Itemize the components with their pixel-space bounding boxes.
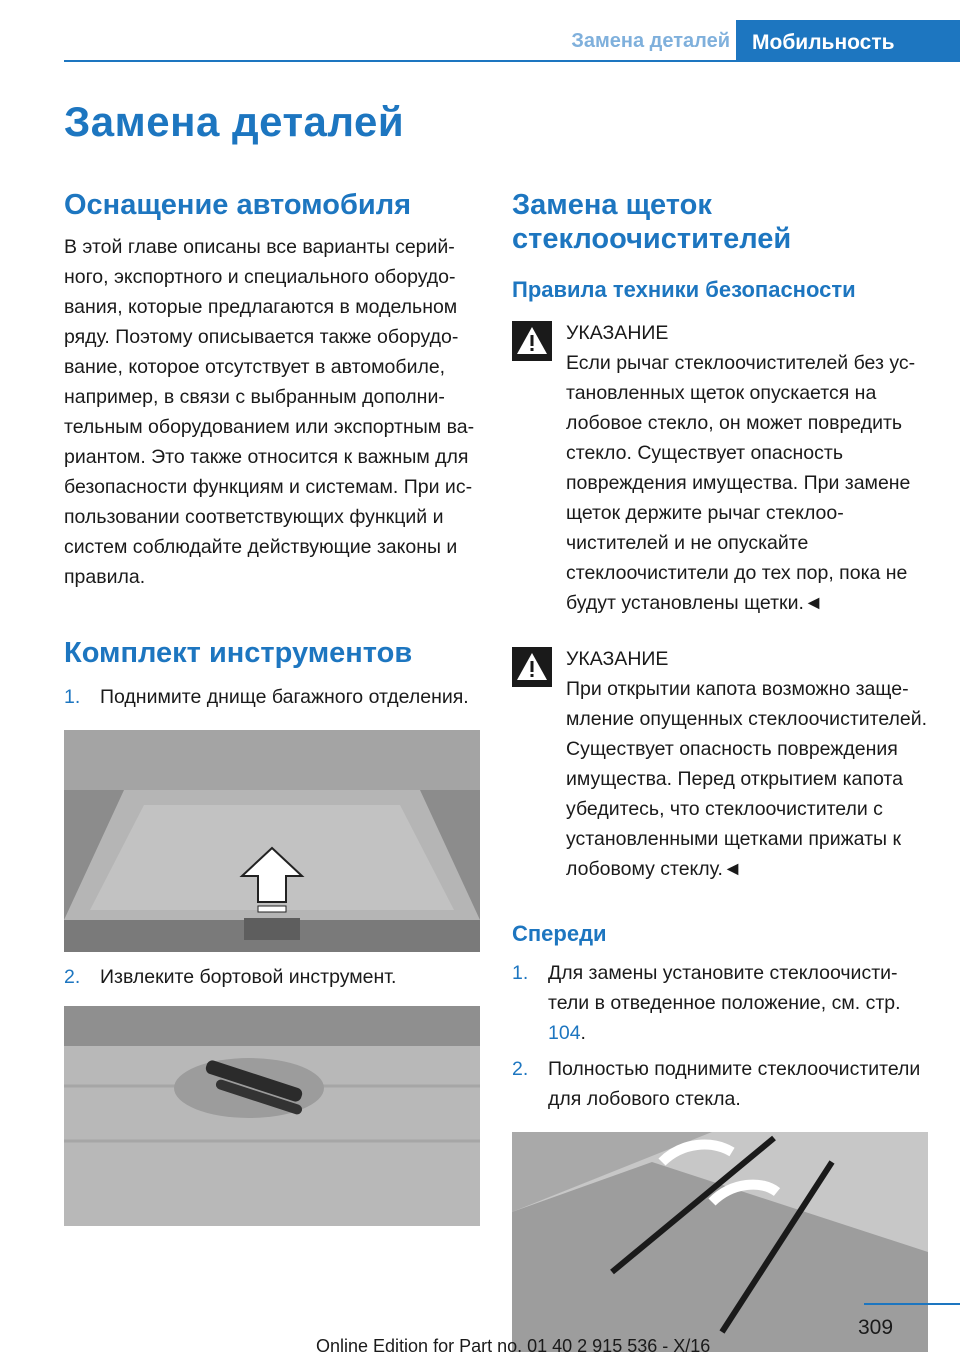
- step-number: 1.: [512, 962, 529, 984]
- list-item: [64, 682, 480, 712]
- toolkit-heading: Комплект инструментов: [64, 637, 413, 669]
- left-column: [64, 180, 480, 1226]
- page-number: 309: [858, 1316, 894, 1339]
- warning-text: Если рычаг стеклоочистителей без установленных щеток опускается на лобовое стекло, он может повредить стекло. Существует опасность повреждения имущества. При замене щеток держите рычаг стеклоочистителей и не опускайте стеклоочистители до тех пор, пока не будут установлены щетки.◄: [566, 352, 916, 614]
- step-text: Полностью поднимите стеклоочистители для лобового стекла.: [548, 1058, 921, 1110]
- equipment-paragraph: В этой главе описаны все варианты серийного, экспортного и специального оборудования, которые предлагаются в модельном ряду. Поэтому описывается также оборудование, которое отсутствует в автомобиле, например, в связи с выбранным дополнительным оборудованием или экспортным вариантом. Это также относится к важным для безопасности функциям и системам. При использовании соответствующих функций и систем соблюдайте действующие законы и правила.: [64, 236, 475, 588]
- list-item: [512, 958, 930, 1048]
- footer-rule: [864, 1303, 960, 1305]
- warning-triangle-icon: [512, 321, 552, 361]
- wipers-heading: Замена щеток стеклоочистителей: [512, 189, 792, 255]
- equipment-heading: Оснащение автомобиля: [64, 189, 412, 221]
- front-heading: Спереди: [512, 921, 607, 946]
- page-title: Замена деталей: [64, 98, 405, 145]
- step-text: Извлеките бортовой инструмент.: [100, 966, 397, 988]
- warning-text: При открытии капота возможно защемление опущенных стеклоочистителей. Существует опасность повреждения имущества. Перед открытием капота убедитесь, что стеклоочистители с установленными щетками прижаты к лобовому стеклу.◄: [566, 678, 928, 880]
- warning-notice: [512, 318, 930, 618]
- header-chapter-tab: Мобильность: [736, 20, 960, 62]
- header-rule: [64, 60, 960, 62]
- step-text: Поднимите днище багажного отделения.: [100, 686, 469, 708]
- step-number: 2.: [64, 966, 81, 988]
- warning-label: УКАЗАНИЕ: [566, 648, 669, 670]
- step-text: Для замены установите стеклоочистители в отведенное положение, см. стр.: [548, 962, 901, 1014]
- warning-triangle-icon: [512, 647, 552, 687]
- warning-notice: [512, 644, 930, 884]
- safety-heading: Правила техники безопасности: [512, 277, 856, 302]
- header-section-title: Замена деталей: [571, 30, 730, 52]
- toolkit-steps: [64, 682, 480, 712]
- front-steps: [512, 958, 930, 1114]
- step-number: 2.: [512, 1058, 529, 1080]
- step-number: 1.: [64, 686, 81, 708]
- right-column: [512, 180, 930, 1352]
- list-item: [512, 1054, 930, 1114]
- tool-kit-photo: [64, 1006, 480, 1226]
- edition-footer: Online Edition for Part no. 01 40 2 915 536 - X/16: [316, 1336, 711, 1356]
- warning-label: УКАЗАНИЕ: [566, 322, 669, 344]
- toolkit-steps-2: [64, 962, 480, 992]
- trunk-floor-photo: [64, 730, 480, 952]
- list-item: [64, 962, 480, 992]
- step-text-end: .: [580, 1022, 586, 1044]
- page-reference-link[interactable]: 104: [548, 1022, 581, 1044]
